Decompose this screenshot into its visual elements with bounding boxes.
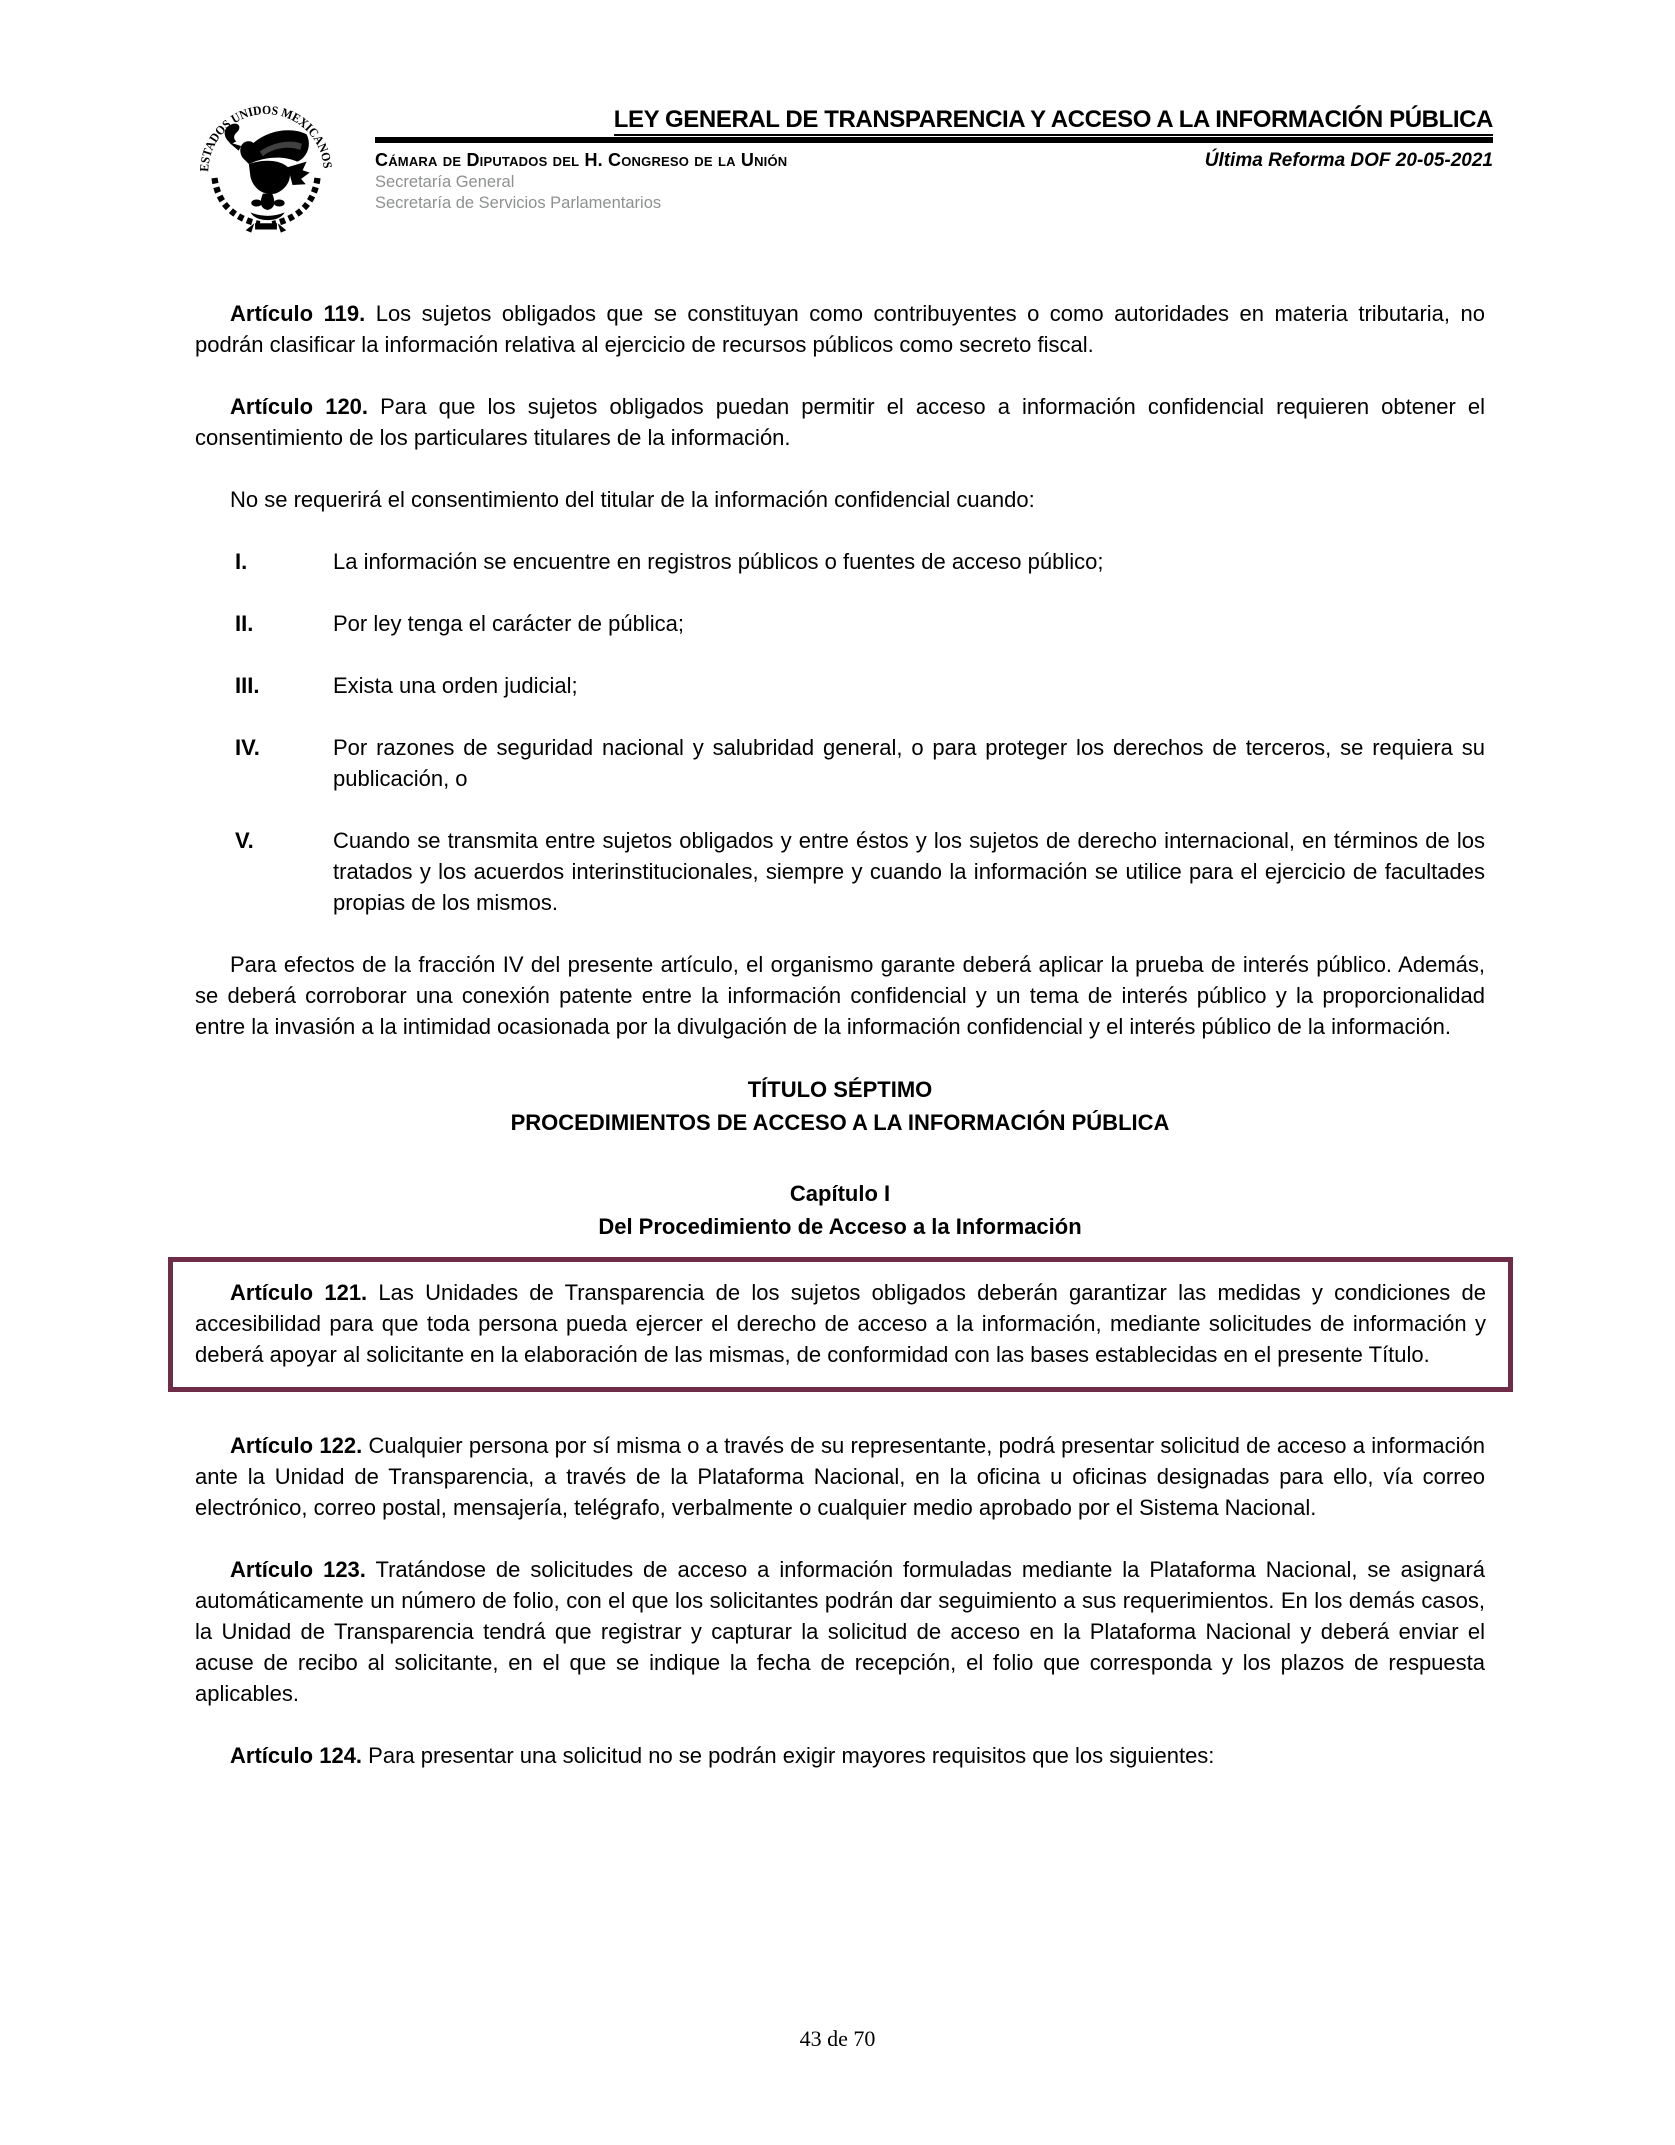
article-121-paragraph (195, 1277, 1486, 1370)
page-header (0, 0, 1675, 240)
article-120-number: Artículo 120. (230, 394, 369, 419)
list-item (195, 825, 1485, 918)
article-120-paragraph (195, 391, 1485, 453)
article-123-number: Artículo 123. (230, 1557, 366, 1582)
list-item (195, 670, 1485, 701)
fraccion-iv-paragraph: Para efectos de la fracción IV del presente artículo, el organismo garante deberá aplicar la prueba de interés público. Además, se deberá corroborar una conexión patente entre la información confidencial y un tema de interés público y la proporcionalidad entre la invasión a la intimidad ocasionada por la divulgación de la información confidencial y el interés público de la información. (195, 952, 1485, 1039)
header-divider (375, 137, 1493, 143)
list-item-numeral: III. (235, 673, 260, 698)
last-reform-label: Última Reforma DOF 20-05-2021 (1204, 150, 1493, 171)
article-119-text: Los sujetos obligados que se constituyan como contribuyentes o como autoridades en materia tributaria, no podrán clasificar la información relativa al ejercicio de recursos públicos como secreto fiscal. (195, 301, 1485, 357)
organization-name: Cámara de Diputados del H. Congreso de la Unión (375, 150, 788, 170)
seal-ribbon (246, 223, 287, 232)
article-122-text: Cualquier persona por sí misma o a través de su representante, podrá presentar solicitud de acceso a información ante la Unidad de Transparencia, a través de la Plataforma Nacional, en la oficina u oficinas designadas para ello, vía correo electrónico, correo postal, mensajería, telégrafo, verbalmente o cualquier medio aprobado por el Sistema Nacional. (195, 1433, 1485, 1520)
article-124-text: Para presentar una solicitud no se podrán exigir mayores requisitos que los siguientes: (368, 1743, 1215, 1768)
list-item-text: Por ley tenga el carácter de pública; (333, 611, 684, 636)
article-121-text: Las Unidades de Transparencia de los sujetos obligados deberán garantizar las medidas y condiciones de accesibilidad para que toda persona pueda ejercer el derecho de acceso a la información, mediante solicitudes de información y deberá apoyar al solicitante en la elaboración de las mismas, de conformidad con las bases establecidas en el presente Título. (195, 1280, 1486, 1367)
eagle-emblem (225, 124, 310, 220)
header-subrow (375, 150, 1493, 172)
seal-circular-text: ESTADOS UNIDOS MEXICANOS (197, 103, 335, 173)
article-122-number: Artículo 122. (230, 1433, 363, 1458)
article-123-paragraph (195, 1554, 1485, 1709)
list-item (195, 546, 1485, 577)
article-123-text: Tratándose de solicitudes de acceso a información formuladas mediante la Plataforma Nacional, se asignará automáticamente un número de folio, con el que los solicitantes podrán dar seguimiento a sus requerimientos. En los demás casos, la Unidad de Transparencia tendrá que registrar y capturar la solicitud de acceso en la Plataforma Nacional y deberá enviar el acuse de recibo al solicitante, en el que se indique la fecha de recepción, el folio que corresponda y los plazos de respuesta aplicables. (195, 1557, 1486, 1706)
mexico-coat-of-arms-seal (188, 86, 344, 242)
consent-intro-paragraph: No se requerirá el consentimiento del titular de la información confidencial cuando: (230, 487, 1035, 512)
list-item-text: Por razones de seguridad nacional y salubridad general, o para proteger los derechos de terceros, se requiera su publicación, o (333, 735, 1485, 791)
article-119-number: Artículo 119. (230, 301, 366, 326)
document-body (195, 240, 1485, 1771)
article-119-paragraph (195, 298, 1485, 360)
list-item (195, 732, 1485, 794)
list-item-text: Cuando se transmita entre sujetos obligados y entre éstos y los sujetos de derecho internacional, en términos de los tratados y los acuerdos interinstitucionales, siempre y cuando la información se utilice para el ejercicio de facultades propias de los mismos. (333, 828, 1485, 915)
document-title: LEY GENERAL DE TRANSPARENCIA Y ACCESO A LA INFORMACIÓN PÚBLICA (614, 106, 1493, 136)
secretariat-parliamentary-services: Secretaría de Servicios Parlamentarios (375, 194, 662, 212)
article-121-highlight-box (168, 1257, 1513, 1392)
article-124-number: Artículo 124. (230, 1743, 363, 1768)
list-item-numeral: IV. (235, 735, 260, 760)
capitulo-i-line2: Del Procedimiento de Acceso a la Información (598, 1214, 1082, 1239)
list-item-text: La información se encuentre en registros públicos o fuentes de acceso público; (333, 549, 1104, 574)
capitulo-i-heading (195, 1177, 1485, 1243)
list-item-numeral: V. (235, 828, 254, 853)
list-item-numeral: II. (235, 611, 254, 636)
list-item-numeral: I. (235, 549, 248, 574)
titulo-septimo-line1: TÍTULO SÉPTIMO (747, 1077, 933, 1102)
list-item-text: Exista una orden judicial; (333, 673, 578, 698)
article-121-number: Artículo 121. (230, 1280, 368, 1305)
document-title-row (375, 106, 1493, 133)
titulo-septimo-heading (195, 1073, 1485, 1139)
titulo-septimo-line2: PROCEDIMIENTOS DE ACCESO A LA INFORMACIÓN PÚBLICA (510, 1110, 1170, 1135)
article-124-paragraph (195, 1740, 1485, 1771)
capitulo-i-line1: Capítulo I (789, 1181, 891, 1206)
article-120-text: Para que los sujetos obligados puedan permitir el acceso a información confidencial requieren obtener el consentimiento de los particulares titulares de la información. (195, 394, 1485, 450)
article-122-paragraph (195, 1430, 1485, 1523)
header-text-block (375, 106, 1493, 214)
list-item (195, 608, 1485, 639)
page-number: 43 de 70 (799, 2026, 876, 2051)
secretariat-general: Secretaría General (375, 173, 515, 191)
